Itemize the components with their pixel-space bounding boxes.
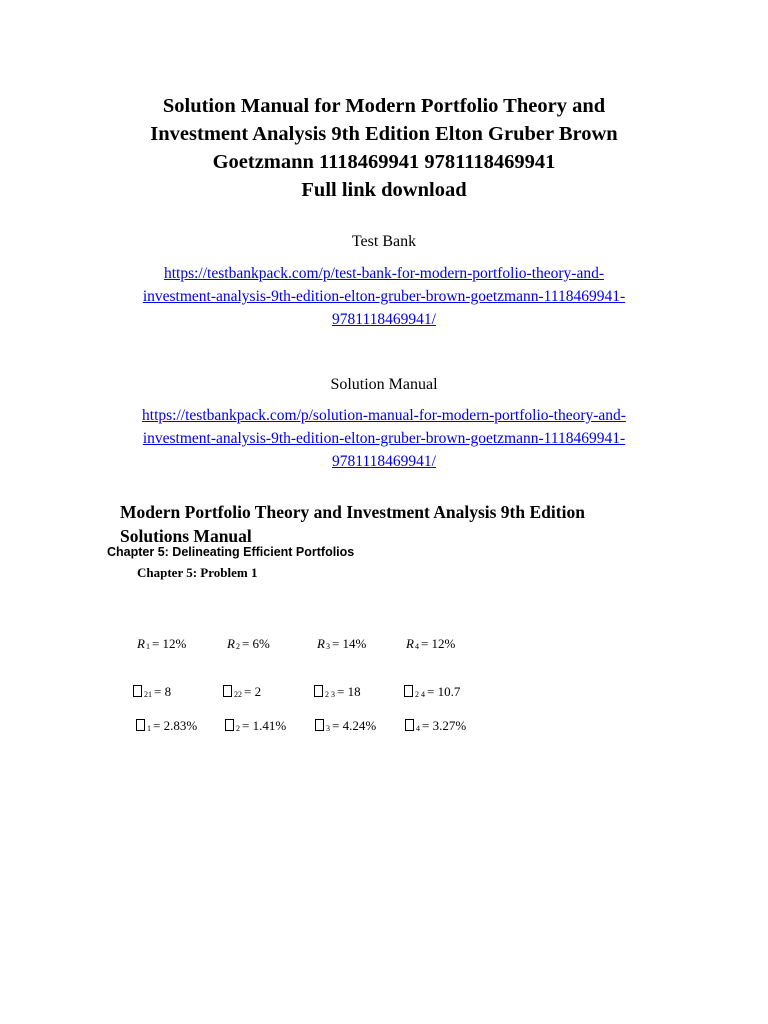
variance-value: = 2	[244, 684, 262, 699]
variance-value: = 10.7	[427, 684, 461, 699]
return-symbol: R	[406, 636, 414, 651]
return-value: = 14%	[331, 636, 367, 651]
solution-manual-link-line-1[interactable]: https://testbankpack.com/p/solution-manual-for-modern-portfolio-theory-and-	[142, 407, 626, 424]
test-bank-link[interactable]	[84, 262, 684, 331]
std-dev-value: = 2.83%	[153, 718, 198, 733]
solution-manual-link-line-3[interactable]: 9781118469941/	[332, 453, 436, 470]
variance-value: = 18	[337, 684, 361, 699]
missing-glyph-icon	[133, 685, 142, 697]
document-title	[60, 92, 708, 204]
manual-heading-line-1: Modern Portfolio Theory and Investment Analysis 9th Edition	[120, 502, 585, 522]
variance-eq-3	[314, 682, 361, 705]
problem-heading: Chapter 5: Problem 1	[137, 565, 258, 580]
std-dev-subscript: 1	[147, 724, 151, 733]
returns-row	[0, 634, 768, 654]
missing-glyph-icon	[405, 719, 414, 731]
return-value: = 12%	[151, 636, 187, 651]
test-bank-link-line-1[interactable]: https://testbankpack.com/p/test-bank-for-modern-portfolio-theory-and-	[163, 265, 605, 282]
return-symbol: R	[137, 636, 145, 651]
variance-eq-1	[133, 682, 171, 705]
variance-subscript: 2 4	[415, 690, 425, 699]
test-bank-link-line-3[interactable]: 9781118469941/	[332, 311, 436, 328]
std-dev-value: = 1.41%	[242, 718, 287, 733]
manual-heading	[120, 500, 680, 548]
return-value: = 12%	[420, 636, 456, 651]
missing-glyph-icon	[136, 719, 145, 731]
return-subscript: 3	[325, 642, 330, 651]
return-eq-3	[317, 634, 366, 657]
manual-heading-line-2: Solutions Manual	[120, 526, 252, 546]
title-line-2: Investment Analysis 9th Edition Elton Gruber Brown	[150, 123, 618, 145]
return-subscript: 1	[145, 642, 150, 651]
missing-glyph-icon	[404, 685, 413, 697]
return-value: = 6%	[241, 636, 270, 651]
return-eq-2	[227, 634, 270, 657]
return-symbol: R	[227, 636, 235, 651]
return-symbol: R	[317, 636, 325, 651]
std-dev-eq-1	[136, 716, 197, 739]
solution-manual-link-line-2[interactable]: investment-analysis-9th-edition-elton-gruber-brown-goetzmann-1118469941-	[142, 430, 626, 447]
chapter-heading: Chapter 5: Delineating Efficient Portfolios	[107, 545, 355, 559]
return-eq-4	[406, 634, 455, 657]
solution-manual-link[interactable]	[84, 404, 684, 473]
return-subscript: 4	[414, 642, 419, 651]
std-dev-subscript: 3	[326, 724, 330, 733]
variances-row	[0, 682, 768, 702]
return-subscript: 2	[235, 642, 240, 651]
missing-glyph-icon	[225, 719, 234, 731]
std-dev-eq-4	[405, 716, 466, 739]
variance-subscript: 2 3	[325, 690, 335, 699]
std-dev-subscript: 4	[416, 724, 420, 733]
return-eq-1	[137, 634, 186, 657]
title-line-3: Goetzmann 1118469941 9781118469941	[212, 151, 556, 173]
std-dev-subscript: 2	[236, 724, 240, 733]
title-line-4: Full link download	[301, 179, 467, 201]
test-bank-label: Test Bank	[351, 233, 417, 250]
variance-value: = 8	[154, 684, 172, 699]
missing-glyph-icon	[315, 719, 324, 731]
std-dev-value: = 4.24%	[332, 718, 377, 733]
title-line-1: Solution Manual for Modern Portfolio Theory and	[162, 95, 606, 117]
std-devs-row	[0, 716, 768, 736]
std-dev-value: = 3.27%	[422, 718, 467, 733]
variance-subscript: 21	[144, 690, 152, 699]
variance-subscript: 22	[234, 690, 242, 699]
test-bank-link-line-2[interactable]: investment-analysis-9th-edition-elton-gruber-brown-goetzmann-1118469941-	[142, 288, 626, 305]
missing-glyph-icon	[314, 685, 323, 697]
variance-eq-2	[223, 682, 261, 705]
solution-manual-label: Solution Manual	[330, 376, 438, 393]
std-dev-eq-3	[315, 716, 376, 739]
variance-eq-4	[404, 682, 460, 705]
missing-glyph-icon	[223, 685, 232, 697]
std-dev-eq-2	[225, 716, 286, 739]
